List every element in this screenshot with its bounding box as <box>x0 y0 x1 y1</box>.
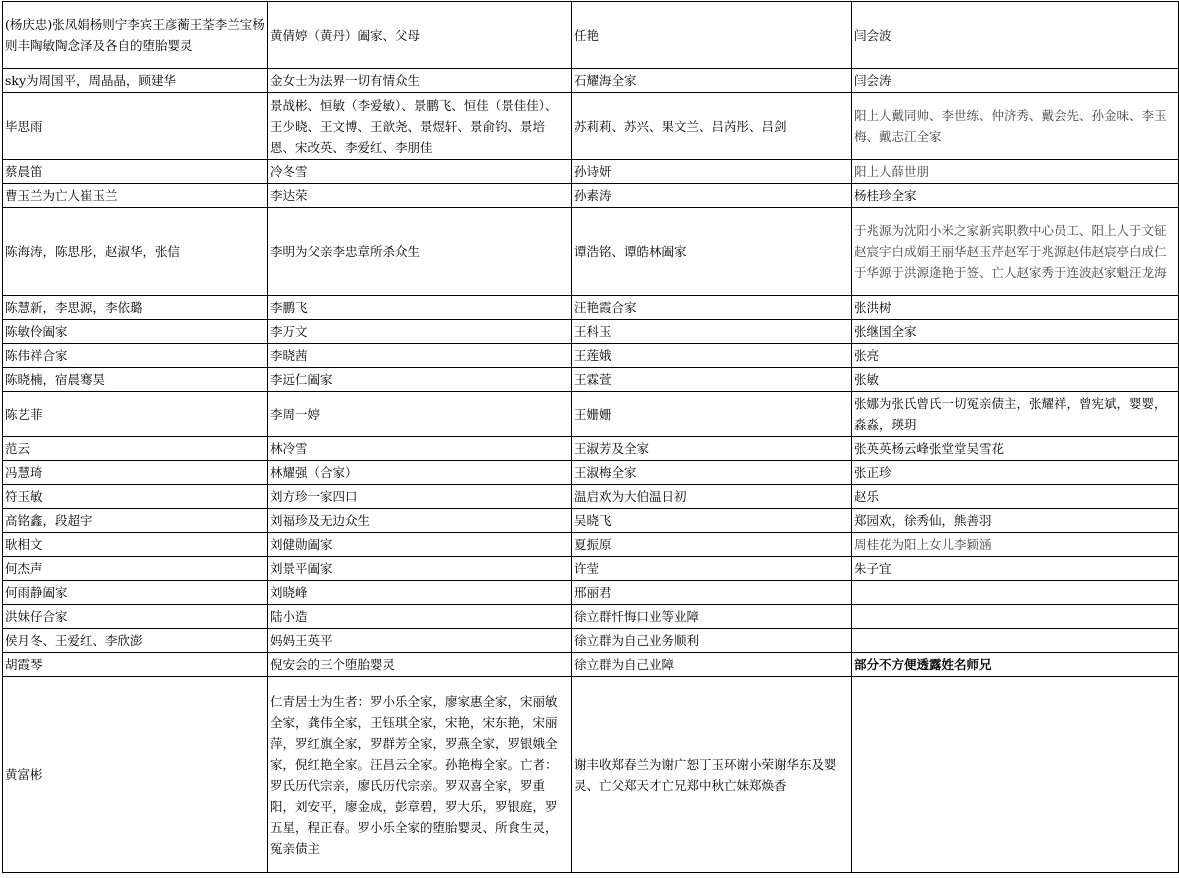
table-cell: 闫会波 <box>852 2 1179 69</box>
table-cell: 黄富彬 <box>3 677 268 873</box>
table-cell: 张洪树 <box>852 296 1179 320</box>
table-cell: 景战彬、恒敏（李爱敏）、景鹏飞、恒佳（景佳佳）、王少晓、王文博、王歆尧、景煜轩、景俞钧、景培恩、宋改英、李爱红、李朋佳 <box>268 93 572 160</box>
table-cell: 陈晓楠，宿晨骞昊 <box>3 368 268 392</box>
table-cell: 洪妹仔合家 <box>3 605 268 629</box>
table-cell: 孙诗妍 <box>572 160 852 184</box>
table-row <box>3 509 1179 533</box>
table-row <box>3 485 1179 509</box>
table-row <box>3 392 1179 437</box>
table-cell: 孙素涛 <box>572 184 852 208</box>
table-cell: 李明为父亲李忠章所杀众生 <box>268 208 572 296</box>
table-cell: 张敏 <box>852 368 1179 392</box>
table-cell: (杨庆忠)张凤娟杨则宁李宾王彦蘅王荃李兰宝杨则丰陶敏陶念泽及各自的堕胎婴灵 <box>3 2 268 69</box>
table-cell: sky为周国平，周晶晶，顾建华 <box>3 69 268 93</box>
table-cell: 吴晓飞 <box>572 509 852 533</box>
table-row <box>3 69 1179 93</box>
table-cell: 刘景平阖家 <box>268 557 572 581</box>
table-cell: 侯月冬、王爱红、李欣澎 <box>3 629 268 653</box>
table-cell: 杨桂珍全家 <box>852 184 1179 208</box>
table-cell: 于兆源为沈阳小米之家新宾职教中心员工、阳上人于文钲赵宸宇白成娟王丽华赵玉芹赵军于兆源赵伟赵宸亭白成仁于华源于洪源逄艳于签、亡人赵家秀于连波赵家魁汪龙海 <box>852 208 1179 296</box>
table-cell: 李万文 <box>268 320 572 344</box>
table-cell: 王霖萱 <box>572 368 852 392</box>
table-row <box>3 653 1179 677</box>
table-cell: 张继国全家 <box>852 320 1179 344</box>
table-cell: 刘福珍及无边众生 <box>268 509 572 533</box>
table-cell: 金女士为法界一切有情众生 <box>268 69 572 93</box>
table-cell: 李鹏飞 <box>268 296 572 320</box>
table-cell: 冷冬雪 <box>268 160 572 184</box>
table-row <box>3 533 1179 557</box>
table-row <box>3 368 1179 392</box>
table-cell: 陈艺菲 <box>3 392 268 437</box>
table-cell: 郑园欢，徐秀仙，熊善羽 <box>852 509 1179 533</box>
table-cell: 王莲娥 <box>572 344 852 368</box>
table-row <box>3 557 1179 581</box>
table-cell: 林冷雪 <box>268 437 572 461</box>
table-body <box>3 2 1179 873</box>
table-cell: 妈妈王英平 <box>268 629 572 653</box>
table-cell: 符玉敏 <box>3 485 268 509</box>
table-cell: 刘健勋阖家 <box>268 533 572 557</box>
table-cell: 张娜为张氏曾氏一切冤亲债主，张耀祥，曾宪斌，婴婴，淼淼，瑛玥 <box>852 392 1179 437</box>
table-row <box>3 93 1179 160</box>
table-cell: 刘晓峰 <box>268 581 572 605</box>
table-cell: 耿相文 <box>3 533 268 557</box>
table-cell: 张英英杨云峰张堂堂吴雪花 <box>852 437 1179 461</box>
table-cell: 谢丰收郑春兰为谢广恕丁玉环谢小荣谢华东及婴灵、亡父郑天才亡兄郑中秋亡妹郑焕香 <box>572 677 852 873</box>
table-cell: 陆小造 <box>268 605 572 629</box>
table-cell: 毕思雨 <box>3 93 268 160</box>
table-row <box>3 184 1179 208</box>
table-cell: 邢丽君 <box>572 581 852 605</box>
table-cell: 苏莉莉、苏兴、果文兰、吕芮彤、吕剑 <box>572 93 852 160</box>
table-cell: 张正珍 <box>852 461 1179 485</box>
table-cell: 何雨静阖家 <box>3 581 268 605</box>
table-cell: 温启欢为大伯温日初 <box>572 485 852 509</box>
table-cell: 王淑芳及全家 <box>572 437 852 461</box>
table-cell: 胡霞琴 <box>3 653 268 677</box>
table-row <box>3 320 1179 344</box>
table-cell: 王科玉 <box>572 320 852 344</box>
table-cell: 陈敏伶阖家 <box>3 320 268 344</box>
table-cell: 阳上人薛世朋 <box>852 160 1179 184</box>
table-cell: 汪艳霞合家 <box>572 296 852 320</box>
table-row <box>3 160 1179 184</box>
table-cell: 赵乐 <box>852 485 1179 509</box>
table-cell: 李晓茜 <box>268 344 572 368</box>
table-cell: 谭浩铭、谭皓林阖家 <box>572 208 852 296</box>
table-cell: 徐立群为自己业务顺利 <box>572 629 852 653</box>
table-cell: 王姗姗 <box>572 392 852 437</box>
table-cell <box>852 581 1179 605</box>
table-cell <box>852 677 1179 873</box>
table-cell: 刘方珍一家四口 <box>268 485 572 509</box>
table-cell: 夏振原 <box>572 533 852 557</box>
table-cell: 林耀强（合家） <box>268 461 572 485</box>
table-row <box>3 677 1179 873</box>
table-row <box>3 581 1179 605</box>
table-cell: 徐立群忏悔口业等业障 <box>572 605 852 629</box>
table-cell: 阳上人戴同帅、李世练、仲济秀、戴会先、孙金味、李玉梅、戴志江全家 <box>852 93 1179 160</box>
table-cell: 许莹 <box>572 557 852 581</box>
table-cell: 范云 <box>3 437 268 461</box>
table-row <box>3 296 1179 320</box>
table-cell: 任艳 <box>572 2 852 69</box>
table-cell: 曹玉兰为亡人崔玉兰 <box>3 184 268 208</box>
table-cell: 李达荣 <box>268 184 572 208</box>
table-row <box>3 437 1179 461</box>
table-cell: 陈伟祥合家 <box>3 344 268 368</box>
table-cell <box>852 629 1179 653</box>
table-row <box>3 605 1179 629</box>
table-cell: 李远仁阖家 <box>268 368 572 392</box>
table-cell: 闫会涛 <box>852 69 1179 93</box>
table-cell: 仁青居士为生者：罗小乐全家，廖家惠全家，宋丽敏全家，龚伟全家，王钰琪全家，宋艳，宋东艳，宋丽萍，罗红旗全家，罗群芳全家，罗燕全家，罗银娥全家，倪红艳全家。汪昌云全家。孙艳梅全家。亡者：罗氏历代宗亲，廖氏历代宗亲。罗双喜全家，罗重阳，刘安平，廖金成，彭章碧，罗大乐，罗银庭，罗五星，程正春。罗小乐全家的堕胎婴灵、所食生灵，冤亲债主 <box>268 677 572 873</box>
table-cell: 陈海涛，陈思彤，赵淑华，张信 <box>3 208 268 296</box>
table-cell: 何杰声 <box>3 557 268 581</box>
dedication-table <box>2 1 1179 873</box>
table-cell: 部分不方便透露姓名师兄 <box>852 653 1179 677</box>
table-row <box>3 208 1179 296</box>
table-cell: 蔡晨笛 <box>3 160 268 184</box>
table-cell <box>852 605 1179 629</box>
table-cell: 高铭鑫，段超宇 <box>3 509 268 533</box>
table-row <box>3 461 1179 485</box>
table-cell: 冯慧琦 <box>3 461 268 485</box>
table-row <box>3 344 1179 368</box>
table-cell: 张亮 <box>852 344 1179 368</box>
table-cell: 黄倩婷（黄丹）阖家、父母 <box>268 2 572 69</box>
table-cell: 王淑梅全家 <box>572 461 852 485</box>
table-row <box>3 2 1179 69</box>
table-cell: 石耀海全家 <box>572 69 852 93</box>
table-cell: 陈慧新，李思源，李依璐 <box>3 296 268 320</box>
table-cell: 朱子宜 <box>852 557 1179 581</box>
table-cell: 周桂花为阳上女儿李颖涵 <box>852 533 1179 557</box>
table-cell: 李周一婷 <box>268 392 572 437</box>
table-row <box>3 629 1179 653</box>
table-cell: 倪安会的三个堕胎婴灵 <box>268 653 572 677</box>
table-cell: 徐立群为自己业障 <box>572 653 852 677</box>
